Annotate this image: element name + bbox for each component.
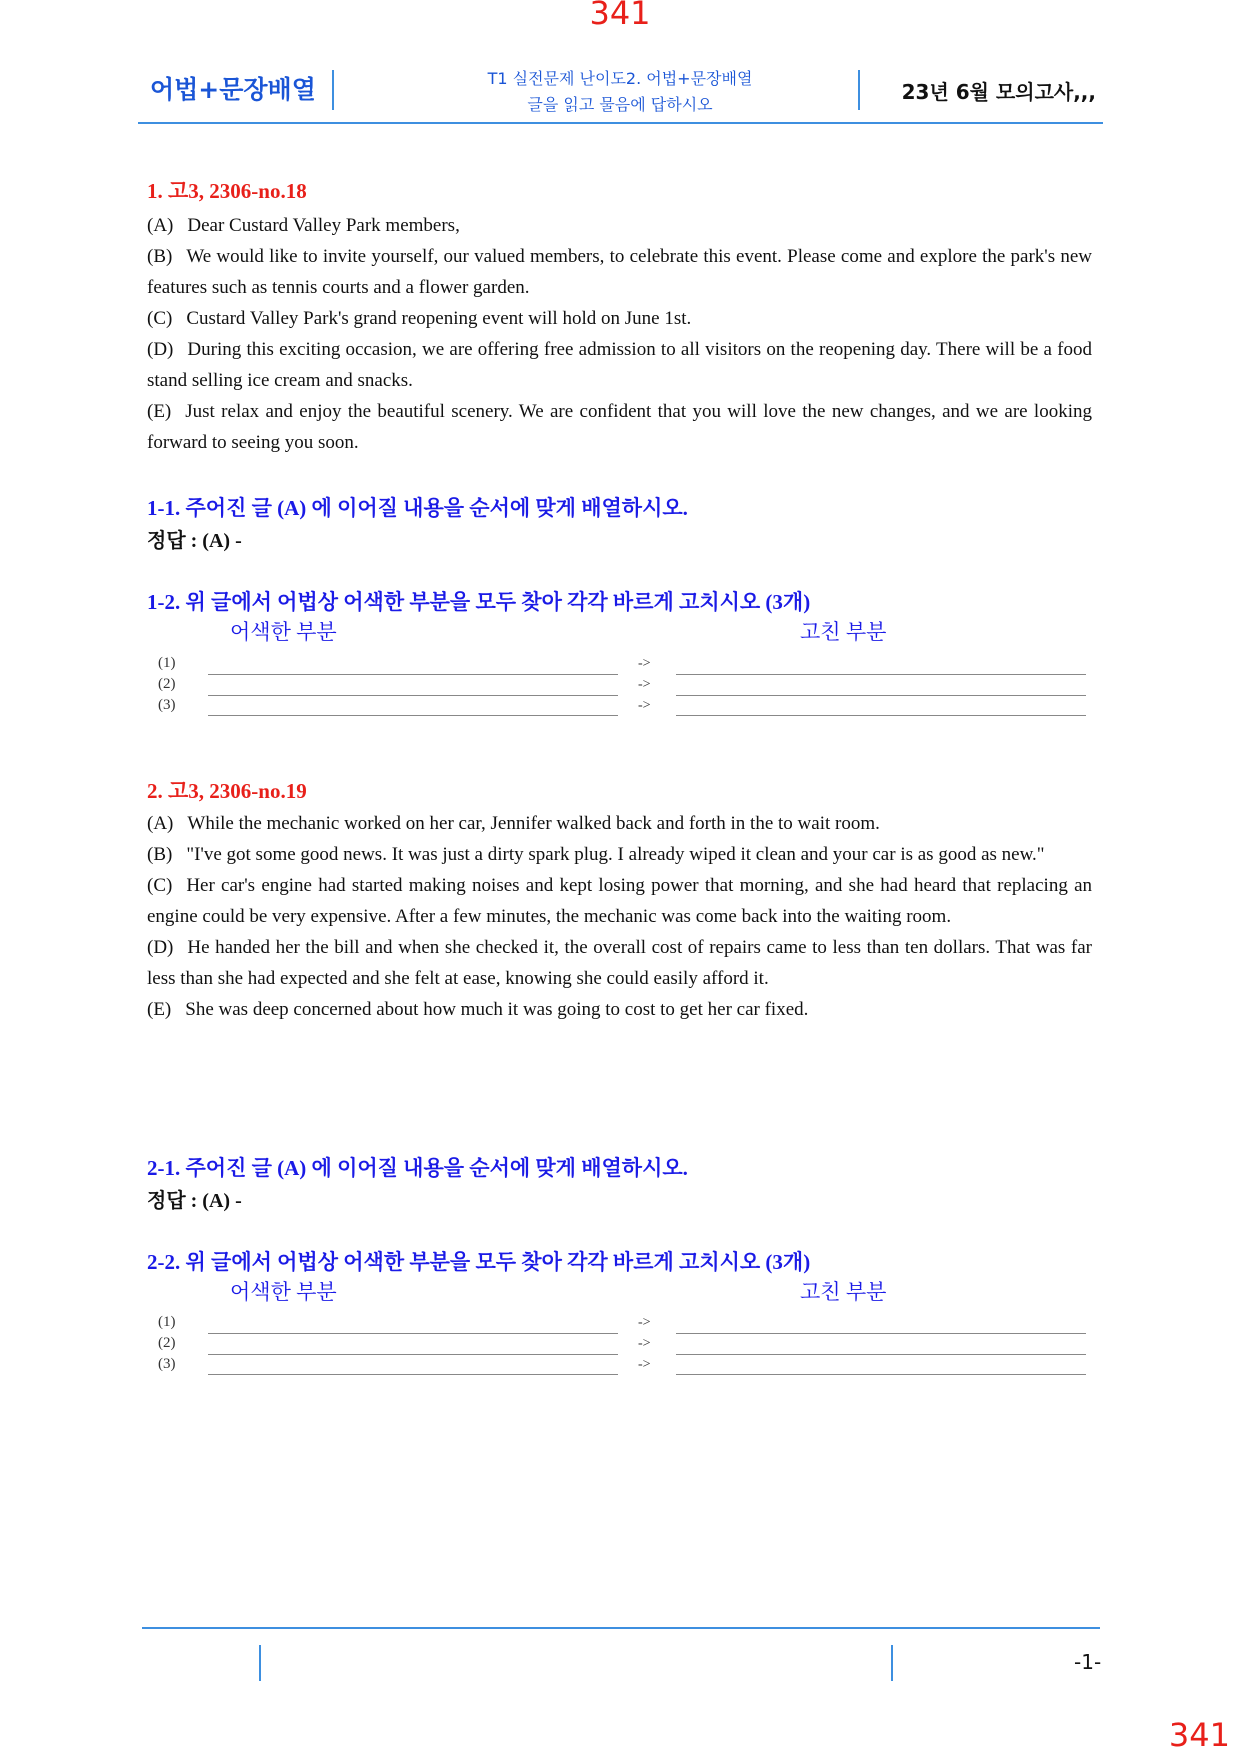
q2-row-1-arrow: -> (638, 1315, 651, 1330)
q1-row-1-arrow: -> (638, 656, 651, 671)
footer-rule (142, 1627, 1100, 1629)
q1-row-1-fixed-line[interactable] (676, 674, 1086, 675)
q2-row-3-label: (3) (158, 1356, 176, 1372)
q1-row-1-label: (1) (158, 655, 176, 671)
q2-para-d: (D) He handed her the bill and when she checked it, the overall cost of repairs came to less than ten dollars. That was far less than she had expected and she felt at ease, knowing she could easily afford it. (147, 937, 1092, 989)
footer-divider-right (891, 1645, 893, 1681)
q2-row-3-fixed-line[interactable] (676, 1374, 1086, 1375)
q1-row-3-label: (3) (158, 697, 176, 713)
page-number-top: 341 (589, 0, 651, 32)
q2-row-2-fixed-line[interactable] (676, 1354, 1086, 1355)
page-number-bottom: 341 (1168, 1716, 1230, 1754)
header-divider-right (858, 70, 860, 110)
q1-row-3-arrow: -> (638, 698, 651, 713)
q1-para-a: (A) Dear Custard Valley Park members, (147, 215, 460, 236)
q1-sub2-title: 1-2. 위 글에서 어법상 어색한 부분을 모두 찾아 각각 바르게 고치시오 (3개) (147, 590, 811, 614)
header-left-title: 어법+문장배열 (150, 75, 316, 104)
q1-row-2-arrow: -> (638, 677, 651, 692)
q1-sub1-answer: 정답 : (A) - (147, 530, 242, 552)
footer-divider-left (259, 1645, 261, 1681)
q2-row-2-arrow: -> (638, 1336, 651, 1351)
header-rule (138, 122, 1103, 124)
q2-sub1-title: 2-1. 주어진 글 (A) 에 이어질 내용을 순서에 맞게 배열하시오. (147, 1156, 688, 1180)
q1-para-b: (B) We would like to invite yourself, our valued members, to celebrate this event. Please come and explore the park's new features such as tennis courts and a flower garden. (147, 246, 1092, 298)
q1-row-3-fixed-line[interactable] (676, 715, 1086, 716)
q2-row-3-wrong-line[interactable] (208, 1374, 618, 1375)
q1-passage (147, 210, 1092, 458)
q2-para-b: (B) "I've got some good news. It was just a dirty spark plug. I already wiped it clean and your car is as good as new." (147, 844, 1045, 865)
q2-col-fixed: 고친 부분 (800, 1280, 887, 1304)
q1-col-fixed: 고친 부분 (800, 620, 887, 644)
q1-title: 1. 고3, 2306-no.18 (147, 179, 307, 203)
q2-row-1-label: (1) (158, 1314, 176, 1330)
header-center (420, 66, 820, 118)
q2-sub1-answer: 정답 : (A) - (147, 1190, 242, 1212)
q1-row-1-wrong-line[interactable] (208, 674, 618, 675)
q1-para-d: (D) During this exciting occasion, we are offering free admission to all visitors on the reopening day. There will be a food stand selling ice cream and snacks. (147, 339, 1092, 391)
q1-row-2-wrong-line[interactable] (208, 695, 618, 696)
q2-para-e: (E) She was deep concerned about how much it was going to cost to get her car fixed. (147, 999, 809, 1020)
q2-row-3-arrow: -> (638, 1357, 651, 1372)
q2-para-c: (C) Her car's engine had started making noises and kept losing power that morning, and she had heard that replacing an engine could be very expensive. After a few minutes, the mechanic was come back into the waiting room. (147, 875, 1092, 927)
q2-row-2-label: (2) (158, 1335, 176, 1351)
header-center-line2: 글을 읽고 물음에 답하시오 (527, 95, 713, 114)
footer-page-label: -1- (1074, 1650, 1102, 1674)
q1-row-2-fixed-line[interactable] (676, 695, 1086, 696)
q2-para-a: (A) While the mechanic worked on her car, Jennifer walked back and forth in the to wait room. (147, 813, 880, 834)
q2-passage (147, 808, 1092, 1025)
q1-para-c: (C) Custard Valley Park's grand reopening event will hold on June 1st. (147, 308, 692, 329)
q2-col-wrong: 어색한 부분 (230, 1280, 337, 1304)
header-divider-left (332, 70, 334, 110)
q2-row-1-fixed-line[interactable] (676, 1333, 1086, 1334)
q1-row-2-label: (2) (158, 676, 176, 692)
header-right-title: 23년 6월 모의고사,,, (901, 80, 1096, 104)
q2-row-2-wrong-line[interactable] (208, 1354, 618, 1355)
q2-sub2-title: 2-2. 위 글에서 어법상 어색한 부분을 모두 찾아 각각 바르게 고치시오 (3개) (147, 1250, 811, 1274)
q1-para-e: (E) Just relax and enjoy the beautiful scenery. We are confident that you will love the new changes, and we are looking forward to seeing you soon. (147, 401, 1092, 453)
q1-col-wrong: 어색한 부분 (230, 620, 337, 644)
q1-sub1-title: 1-1. 주어진 글 (A) 에 이어질 내용을 순서에 맞게 배열하시오. (147, 496, 688, 520)
q1-row-3-wrong-line[interactable] (208, 715, 618, 716)
header-center-line1: T1 실전문제 난이도2. 어법+문장배열 (487, 69, 753, 88)
q2-row-1-wrong-line[interactable] (208, 1333, 618, 1334)
q2-title: 2. 고3, 2306-no.19 (147, 779, 307, 803)
